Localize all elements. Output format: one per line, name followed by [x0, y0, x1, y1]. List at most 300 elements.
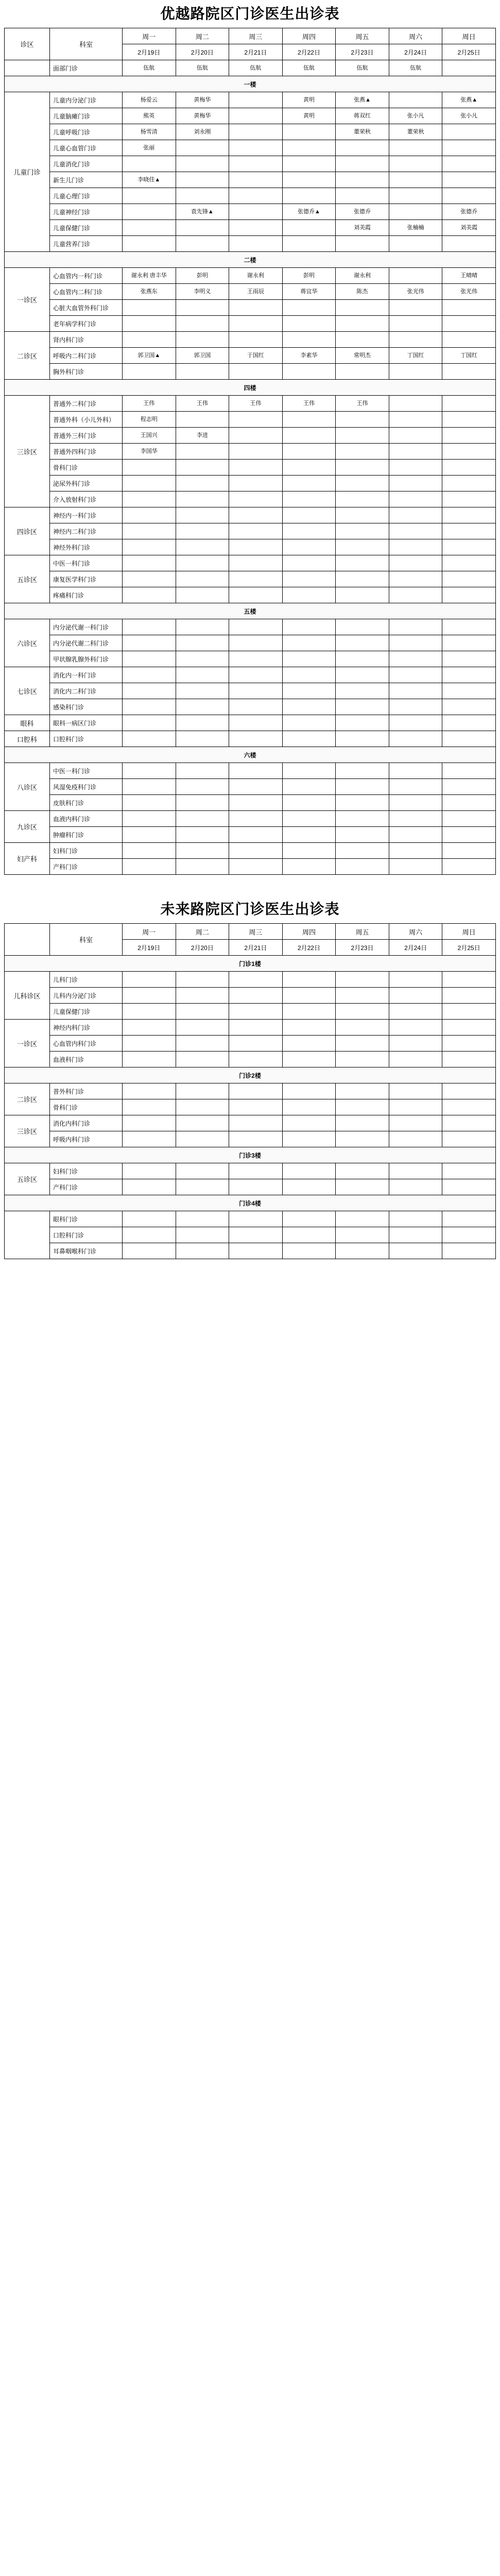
floor-row: [5, 1195, 496, 1211]
area-cell: 眼科: [5, 715, 50, 731]
doctor-cell: [442, 699, 496, 715]
doctor-cell: 伍航: [389, 60, 442, 76]
doctor-cell: [229, 1004, 283, 1020]
doctor-cell: 王伟: [229, 396, 283, 412]
dept-row: [5, 571, 496, 587]
doctor-cell: [176, 1036, 229, 1052]
doctor-cell: [229, 444, 283, 460]
doctor-cell: [442, 332, 496, 348]
header-day: 周五: [336, 28, 389, 44]
doctor-cell: [442, 172, 496, 188]
doctor-cell: [123, 763, 176, 779]
area-cell: 三诊区: [5, 396, 50, 507]
dept-row: [5, 715, 496, 731]
doctor-cell: [442, 507, 496, 523]
doctor-cell: [442, 156, 496, 172]
doctor-cell: [442, 587, 496, 603]
dept-row: [5, 827, 496, 843]
dept-row: [5, 667, 496, 683]
doctor-cell: [442, 1211, 496, 1227]
doctor-cell: [229, 1083, 283, 1099]
doctor-cell: [442, 635, 496, 651]
doctor-cell: [389, 460, 442, 476]
doctor-cell: [229, 1036, 283, 1052]
doctor-cell: [123, 1163, 176, 1179]
dept-row: [5, 172, 496, 188]
doctor-cell: 王伟: [336, 396, 389, 412]
doctor-cell: [282, 1115, 336, 1131]
dept-name: 皮肤科门诊: [50, 795, 123, 811]
doctor-cell: [389, 1243, 442, 1259]
doctor-cell: [389, 172, 442, 188]
header-area: [5, 924, 50, 956]
header-dept: 科室: [50, 28, 123, 60]
doctor-cell: [282, 779, 336, 795]
doctor-cell: [336, 667, 389, 683]
doctor-cell: 王伟: [176, 396, 229, 412]
doctor-cell: [229, 635, 283, 651]
doctor-cell: [336, 571, 389, 587]
dept-name: 妇科门诊: [50, 1163, 123, 1179]
doctor-cell: [229, 699, 283, 715]
area-cell: [5, 60, 50, 76]
doctor-cell: [229, 332, 283, 348]
floor-label: 门诊4楼: [5, 1195, 496, 1211]
header-row: [5, 28, 496, 44]
schedule1-table: [4, 28, 496, 875]
doctor-cell: [176, 827, 229, 843]
doctor-cell: [442, 1020, 496, 1036]
doctor-cell: 张楠楠: [389, 220, 442, 236]
doctor-cell: [229, 715, 283, 731]
dept-name: 耳鼻咽喉科门诊: [50, 1243, 123, 1259]
doctor-cell: 黄梅华: [176, 108, 229, 124]
dept-name: 感染科门诊: [50, 699, 123, 715]
doctor-cell: [282, 1179, 336, 1195]
dept-name: 普外科门诊: [50, 1083, 123, 1099]
doctor-cell: [229, 843, 283, 859]
dept-name: 胸外科门诊: [50, 364, 123, 380]
doctor-cell: 彭明: [282, 268, 336, 284]
floor-row: [5, 747, 496, 763]
dept-name: 甲状腺乳腺外科门诊: [50, 651, 123, 667]
doctor-cell: 郭卫国▲: [123, 348, 176, 364]
doctor-cell: 丁国红: [389, 348, 442, 364]
dept-row: [5, 763, 496, 779]
dept-name: 儿科门诊: [50, 972, 123, 988]
doctor-cell: [229, 156, 283, 172]
doctor-cell: [442, 124, 496, 140]
doctor-cell: [123, 1099, 176, 1115]
doctor-cell: 张丽: [123, 140, 176, 156]
doctor-cell: [176, 236, 229, 252]
doctor-cell: [389, 1227, 442, 1243]
doctor-cell: [389, 492, 442, 507]
doctor-cell: 黄梅华: [176, 92, 229, 108]
dept-name: 疼痛科门诊: [50, 587, 123, 603]
dept-row: [5, 124, 496, 140]
doctor-cell: [389, 651, 442, 667]
doctor-cell: 刘美霞: [336, 220, 389, 236]
doctor-cell: [282, 300, 336, 316]
dept-name: 普通外科（小儿外科）: [50, 412, 123, 428]
dept-name: 普通外四科门诊: [50, 444, 123, 460]
dept-name: 新生儿门诊: [50, 172, 123, 188]
doctor-cell: [176, 412, 229, 428]
dept-name: 儿童营养门诊: [50, 236, 123, 252]
doctor-cell: 伍航: [229, 60, 283, 76]
doctor-cell: [123, 492, 176, 507]
doctor-cell: [229, 140, 283, 156]
dept-row: [5, 1036, 496, 1052]
doctor-cell: [442, 683, 496, 699]
doctor-cell: [442, 972, 496, 988]
doctor-cell: [282, 1211, 336, 1227]
dept-name: 儿童保健门诊: [50, 220, 123, 236]
floor-label: 一楼: [5, 76, 496, 92]
header-date: 2月19日: [123, 44, 176, 60]
doctor-cell: [123, 779, 176, 795]
doctor-cell: [176, 316, 229, 332]
doctor-cell: [229, 236, 283, 252]
doctor-cell: [123, 988, 176, 1004]
doctor-cell: [389, 507, 442, 523]
doctor-cell: [442, 1004, 496, 1020]
doctor-cell: [442, 460, 496, 476]
doctor-cell: [229, 731, 283, 747]
doctor-cell: 蒋双红: [336, 108, 389, 124]
floor-row: [5, 76, 496, 92]
doctor-cell: [282, 667, 336, 683]
doctor-cell: [176, 492, 229, 507]
doctor-cell: [176, 779, 229, 795]
doctor-cell: [336, 1083, 389, 1099]
header-day: 周五: [336, 924, 389, 940]
doctor-cell: [389, 204, 442, 220]
doctor-cell: [176, 843, 229, 859]
doctor-cell: [336, 1004, 389, 1020]
doctor-cell: [229, 988, 283, 1004]
header-day: 周二: [176, 924, 229, 940]
doctor-cell: [229, 1099, 283, 1115]
dept-row: [5, 811, 496, 827]
doctor-cell: [282, 476, 336, 492]
doctor-cell: [442, 1052, 496, 1067]
doctor-cell: [389, 811, 442, 827]
doctor-cell: [123, 300, 176, 316]
header-date: 2月21日: [229, 940, 283, 956]
dept-name: 消化内科门诊: [50, 1115, 123, 1131]
doctor-cell: [229, 188, 283, 204]
doctor-cell: 张德乔: [442, 204, 496, 220]
doctor-cell: [442, 667, 496, 683]
doctor-cell: [442, 795, 496, 811]
doctor-cell: [442, 523, 496, 539]
floor-row: [5, 603, 496, 619]
header-date: 2月23日: [336, 940, 389, 956]
doctor-cell: [336, 539, 389, 555]
doctor-cell: 王伟: [282, 396, 336, 412]
header-day: 周三: [229, 28, 283, 44]
doctor-cell: [282, 843, 336, 859]
doctor-cell: [282, 715, 336, 731]
dept-row: [5, 795, 496, 811]
dept-row: [5, 972, 496, 988]
doctor-cell: 张燕▲: [442, 92, 496, 108]
doctor-cell: [229, 523, 283, 539]
doctor-cell: [176, 1211, 229, 1227]
doctor-cell: [442, 300, 496, 316]
doctor-cell: 杨雪清: [123, 124, 176, 140]
dept-name: 儿童呼吸门诊: [50, 124, 123, 140]
header-day: 周日: [442, 28, 496, 44]
doctor-cell: [442, 731, 496, 747]
doctor-cell: [442, 1115, 496, 1131]
doctor-cell: [336, 795, 389, 811]
doctor-cell: [282, 507, 336, 523]
doctor-cell: [336, 651, 389, 667]
doctor-cell: [389, 1099, 442, 1115]
doctor-cell: [389, 571, 442, 587]
doctor-cell: [336, 811, 389, 827]
doctor-cell: [336, 1115, 389, 1131]
dept-name: 儿童消化门诊: [50, 156, 123, 172]
doctor-cell: [336, 635, 389, 651]
dept-row: [5, 92, 496, 108]
doctor-cell: [442, 140, 496, 156]
doctor-cell: [123, 683, 176, 699]
header-dept: 科室: [50, 924, 123, 956]
doctor-cell: [282, 1052, 336, 1067]
doctor-cell: 常明杰: [336, 348, 389, 364]
doctor-cell: [282, 332, 336, 348]
header-day: 周二: [176, 28, 229, 44]
doctor-cell: [229, 460, 283, 476]
doctor-cell: [389, 972, 442, 988]
doctor-cell: [336, 1036, 389, 1052]
doctor-cell: [389, 396, 442, 412]
doctor-cell: [389, 843, 442, 859]
doctor-cell: [123, 1020, 176, 1036]
header-date: 2月20日: [176, 940, 229, 956]
doctor-cell: [176, 332, 229, 348]
doctor-cell: [389, 539, 442, 555]
doctor-cell: [389, 316, 442, 332]
doctor-cell: 董荣秋: [336, 124, 389, 140]
doctor-cell: [176, 220, 229, 236]
doctor-cell: [442, 396, 496, 412]
doctor-cell: [123, 827, 176, 843]
doctor-cell: [336, 972, 389, 988]
doctor-cell: [176, 1243, 229, 1259]
doctor-cell: [123, 1243, 176, 1259]
schedule2-title: 未来路院区门诊医生出诊表: [160, 901, 340, 918]
dept-name: 妇科门诊: [50, 843, 123, 859]
doctor-cell: [282, 140, 336, 156]
doctor-cell: [442, 1163, 496, 1179]
doctor-cell: [229, 795, 283, 811]
dept-name: 呼吸内科门诊: [50, 1131, 123, 1147]
doctor-cell: 张德乔: [336, 204, 389, 220]
doctor-cell: 伍航: [123, 60, 176, 76]
doctor-cell: [123, 332, 176, 348]
doctor-cell: [336, 587, 389, 603]
doctor-cell: [282, 619, 336, 635]
doctor-cell: 李素华: [282, 348, 336, 364]
dept-name: 普通外二科门诊: [50, 396, 123, 412]
dept-row: [5, 316, 496, 332]
doctor-cell: [389, 763, 442, 779]
doctor-cell: [123, 1131, 176, 1147]
doctor-cell: 黄明: [282, 92, 336, 108]
header-day: 周四: [282, 28, 336, 44]
doctor-cell: [442, 827, 496, 843]
dept-row: [5, 108, 496, 124]
doctor-cell: [229, 316, 283, 332]
doctor-cell: 谢永利: [229, 268, 283, 284]
doctor-cell: [282, 428, 336, 444]
doctor-cell: [229, 1052, 283, 1067]
doctor-cell: [282, 683, 336, 699]
dept-row: [5, 396, 496, 412]
doctor-cell: [123, 539, 176, 555]
doctor-cell: [282, 555, 336, 571]
doctor-cell: [282, 172, 336, 188]
doctor-cell: 张燕▲: [336, 92, 389, 108]
doctor-cell: [176, 795, 229, 811]
doctor-cell: [176, 555, 229, 571]
doctor-cell: [282, 651, 336, 667]
doctor-cell: [442, 316, 496, 332]
header-date: 2月21日: [229, 44, 283, 60]
doctor-cell: [336, 1179, 389, 1195]
dept-row: [5, 523, 496, 539]
doctor-cell: [229, 587, 283, 603]
doctor-cell: [336, 1211, 389, 1227]
doctor-cell: [123, 1052, 176, 1067]
doctor-cell: [336, 300, 389, 316]
doctor-cell: 熊英: [123, 108, 176, 124]
doctor-cell: [123, 843, 176, 859]
doctor-cell: [123, 1004, 176, 1020]
doctor-cell: [229, 172, 283, 188]
doctor-cell: [336, 140, 389, 156]
doctor-cell: [176, 1131, 229, 1147]
area-cell: 一诊区: [5, 1020, 50, 1067]
doctor-cell: 程志明: [123, 412, 176, 428]
doctor-cell: [336, 731, 389, 747]
doctor-cell: 王国兴: [123, 428, 176, 444]
area-cell: [5, 1211, 50, 1259]
doctor-cell: 李明义: [176, 284, 229, 300]
doctor-cell: [389, 428, 442, 444]
doctor-cell: [123, 715, 176, 731]
doctor-cell: [336, 763, 389, 779]
dept-row: [5, 635, 496, 651]
doctor-cell: [282, 364, 336, 380]
header-date: 2月22日: [282, 940, 336, 956]
dept-row: [5, 1020, 496, 1036]
floor-label: 门诊1楼: [5, 956, 496, 972]
doctor-cell: [176, 635, 229, 651]
doctor-cell: [282, 156, 336, 172]
doctor-cell: [389, 300, 442, 316]
doctor-cell: [389, 683, 442, 699]
doctor-cell: [442, 1243, 496, 1259]
doctor-cell: [389, 1052, 442, 1067]
doctor-cell: 伍航: [176, 60, 229, 76]
floor-row: [5, 956, 496, 972]
doctor-cell: [336, 316, 389, 332]
doctor-cell: [389, 1004, 442, 1020]
doctor-cell: 王伟: [123, 396, 176, 412]
doctor-cell: [229, 204, 283, 220]
doctor-cell: [389, 1131, 442, 1147]
doctor-cell: [336, 364, 389, 380]
doctor-cell: [389, 859, 442, 875]
doctor-cell: [389, 667, 442, 683]
dept-row: [5, 1163, 496, 1179]
doctor-cell: 彭明: [176, 268, 229, 284]
doctor-cell: [336, 507, 389, 523]
dept-name: 儿童保健门诊: [50, 1004, 123, 1020]
schedule-page: [0, 0, 500, 1259]
doctor-cell: [282, 827, 336, 843]
doctor-cell: [229, 651, 283, 667]
doctor-cell: [282, 124, 336, 140]
header-day: 周一: [123, 28, 176, 44]
doctor-cell: [229, 827, 283, 843]
floor-label: 门诊2楼: [5, 1067, 496, 1083]
doctor-cell: [229, 220, 283, 236]
dept-row: [5, 683, 496, 699]
doctor-cell: [389, 332, 442, 348]
doctor-cell: [336, 699, 389, 715]
doctor-cell: [389, 1163, 442, 1179]
doctor-cell: [123, 220, 176, 236]
doctor-cell: [229, 555, 283, 571]
dept-row: [5, 555, 496, 571]
doctor-cell: [123, 507, 176, 523]
doctor-cell: [389, 476, 442, 492]
doctor-cell: 张光伟: [442, 284, 496, 300]
doctor-cell: [123, 1227, 176, 1243]
doctor-cell: [282, 795, 336, 811]
dept-row: [5, 1243, 496, 1259]
area-cell: 二诊区: [5, 1083, 50, 1115]
doctor-cell: [282, 1083, 336, 1099]
doctor-cell: [229, 412, 283, 428]
doctor-cell: [123, 699, 176, 715]
doctor-cell: [176, 507, 229, 523]
doctor-cell: 丁国红: [442, 348, 496, 364]
doctor-cell: [229, 1131, 283, 1147]
doctor-cell: [282, 635, 336, 651]
dept-row: [5, 651, 496, 667]
floor-label: 门诊3楼: [5, 1147, 496, 1163]
dept-name: 普通外三科门诊: [50, 428, 123, 444]
doctor-cell: [336, 715, 389, 731]
doctor-cell: [229, 972, 283, 988]
doctor-cell: [389, 1083, 442, 1099]
header-row: [5, 924, 496, 940]
doctor-cell: 陈杰: [336, 284, 389, 300]
header-area: 诊区: [5, 28, 50, 60]
doctor-cell: [336, 1131, 389, 1147]
doctor-cell: [389, 699, 442, 715]
dept-row: [5, 539, 496, 555]
doctor-cell: [176, 571, 229, 587]
